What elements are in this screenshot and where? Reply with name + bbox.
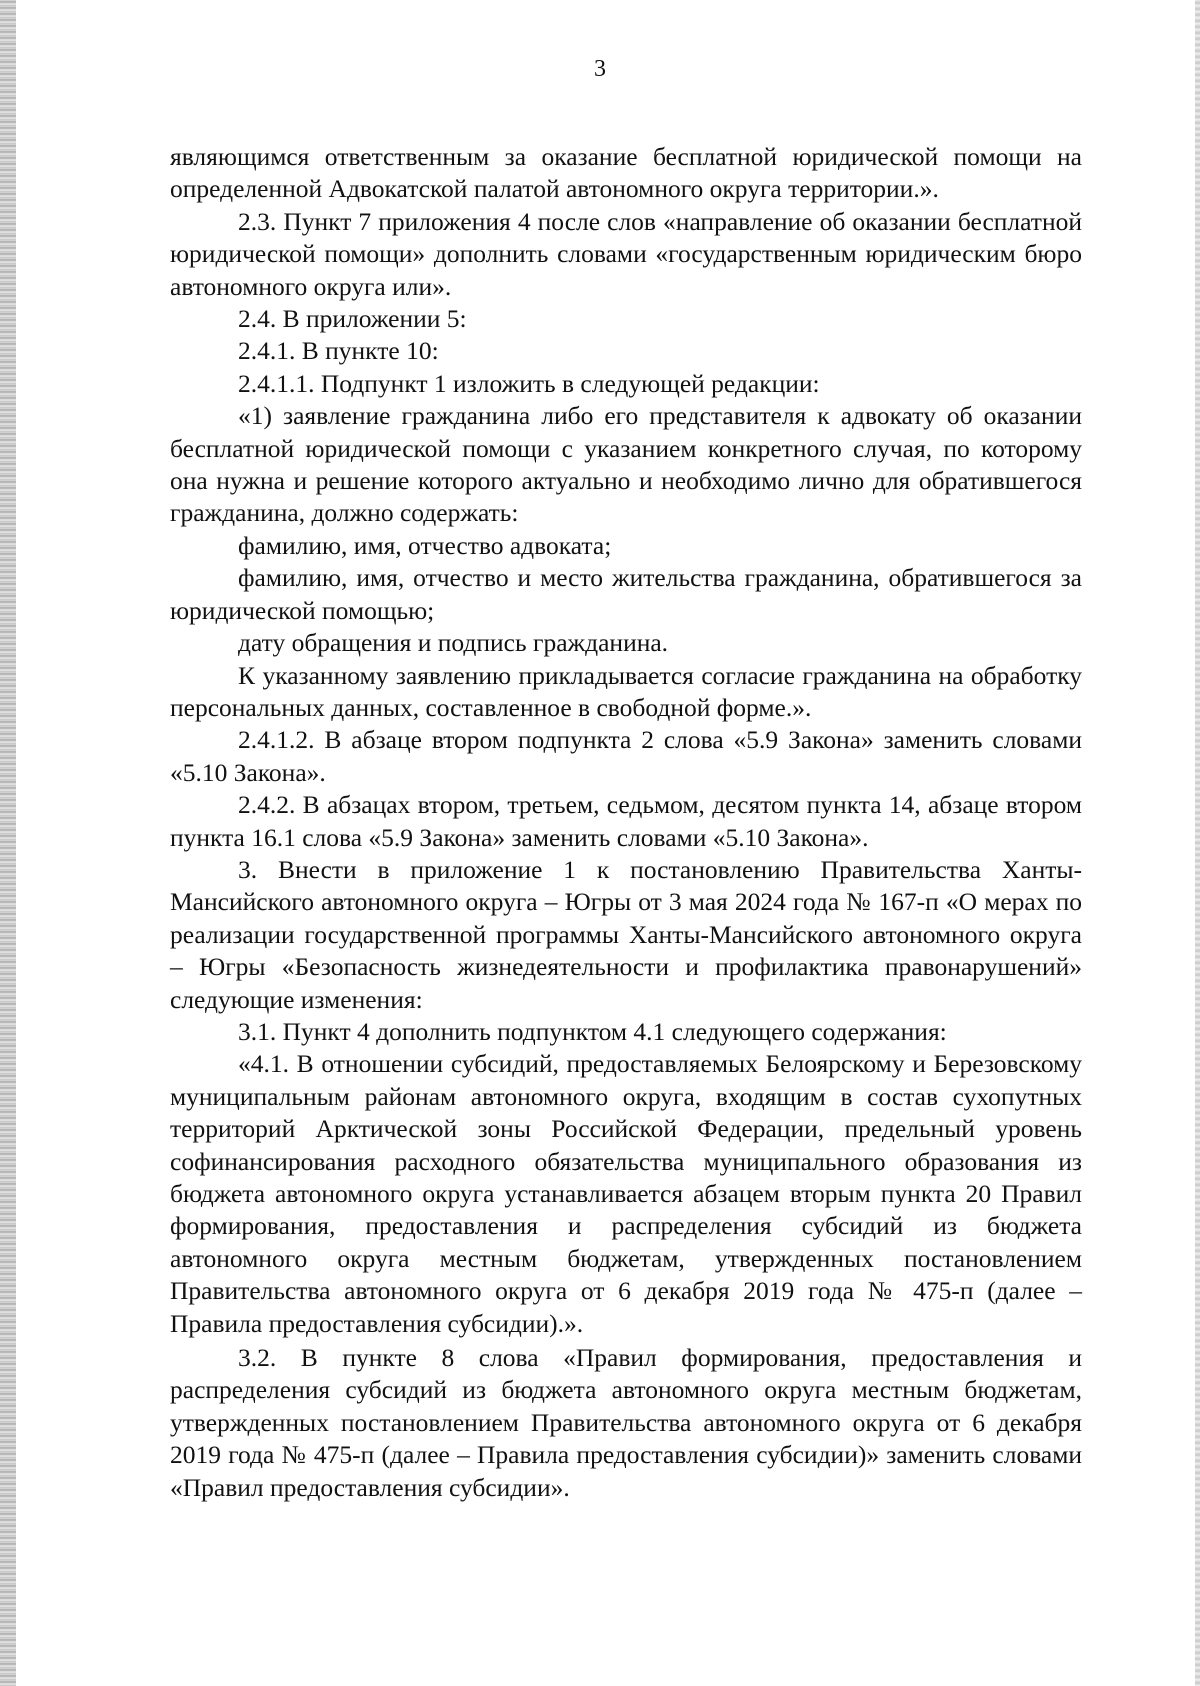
paragraph: 2.3. Пункт 7 приложения 4 после слов «направление об оказании бесплатной юридической помощи» дополнить словами «государственным юридическим бюро автономного округа или».: [170, 206, 1082, 301]
paragraph: фамилию, имя, отчество и место жительства гражданина, обратившегося за юридической помощью;: [170, 563, 1082, 625]
paragraph: 3. Внести в приложение 1 к постановлению Правительства Ханты-Мансийского автономного округа – Югры от 3 мая 2024 года № 167-п «О мерах по реализации государственной программы Ханты-Мансийского автономного округа – Югры «Безопасность жизнедеятельности и профилактика правонарушений» следующие изменения:: [170, 854, 1082, 1014]
paragraph: 2.4.1.2. В абзаце втором подпункта 2 слова «5.9 Закона» заменить словами «5.10 Закона».: [170, 725, 1082, 787]
paragraph: «4.1. В отношении субсидий, предоставляемых Белоярскому и Березовскому муниципальным районам автономного округа, входящим в состав сухопутных территорий Арктической зоны Российской Федерации, предельный уровень софинансирования расходного обязательства муниципального образования из бюджета автономного округа устанавливается абзацем вторым пункта 20 Правил формирования, предоставления и распределения субсидий из бюджета автономного округа местным бюджетам, утвержденных постановлением Правительства автономного округа от 6 декабря 2019 года № 475-п (далее – Правила предоставления субсидии).».: [170, 1049, 1082, 1338]
paragraph: 2.4.1.1. Подпункт 1 изложить в следующей редакции:: [238, 368, 820, 398]
scan-edge-left: [0, 0, 16, 1686]
paragraph: 2.4.2. В абзацах втором, третьем, седьмом, десятом пункта 14, абзаце втором пункта 16.1 слова «5.9 Закона» заменить словами «5.10 Закона».: [170, 790, 1082, 852]
paragraph: являющимся ответственным за оказание бесплатной юридической помощи на определенной Адвокатской палатой автономного округа территории.».: [170, 142, 1082, 204]
paragraph: дату обращения и подпись гражданина.: [238, 628, 669, 658]
paragraph: К указанному заявлению прикладывается согласие гражданина на обработку персональных данных, составленное в свободной форме.».: [170, 660, 1082, 722]
page-number: 3: [594, 56, 606, 82]
paragraph: 2.4. В приложении 5:: [238, 304, 467, 334]
document-body: [170, 141, 1082, 1504]
paragraph: 3.2. В пункте 8 слова «Правил формирования, предоставления и распределения субсидий из бюджета автономного округа местным бюджетам, утвержденных постановлением Правительства автономного округа от 6 декабря 2019 года № 475-п (далее – Правила предоставления субсидии)» заменить словами «Правил предоставления субсидии».: [170, 1343, 1082, 1502]
scan-edge-right: [1195, 0, 1200, 1686]
paragraph: 3.1. Пункт 4 дополнить подпунктом 4.1 следующего содержания:: [238, 1016, 947, 1046]
paragraph: 2.4.1. В пункте 10:: [238, 336, 439, 366]
paragraph: фамилию, имя, отчество адвоката;: [238, 530, 612, 560]
paragraph: «1) заявление гражданина либо его представителя к адвокату об оказании бесплатной юридической помощи с указанием конкретного случая, по которому она нужна и решение которого актуально и необходимо лично для обратившегося гражданина, должно содержать:: [170, 401, 1082, 528]
